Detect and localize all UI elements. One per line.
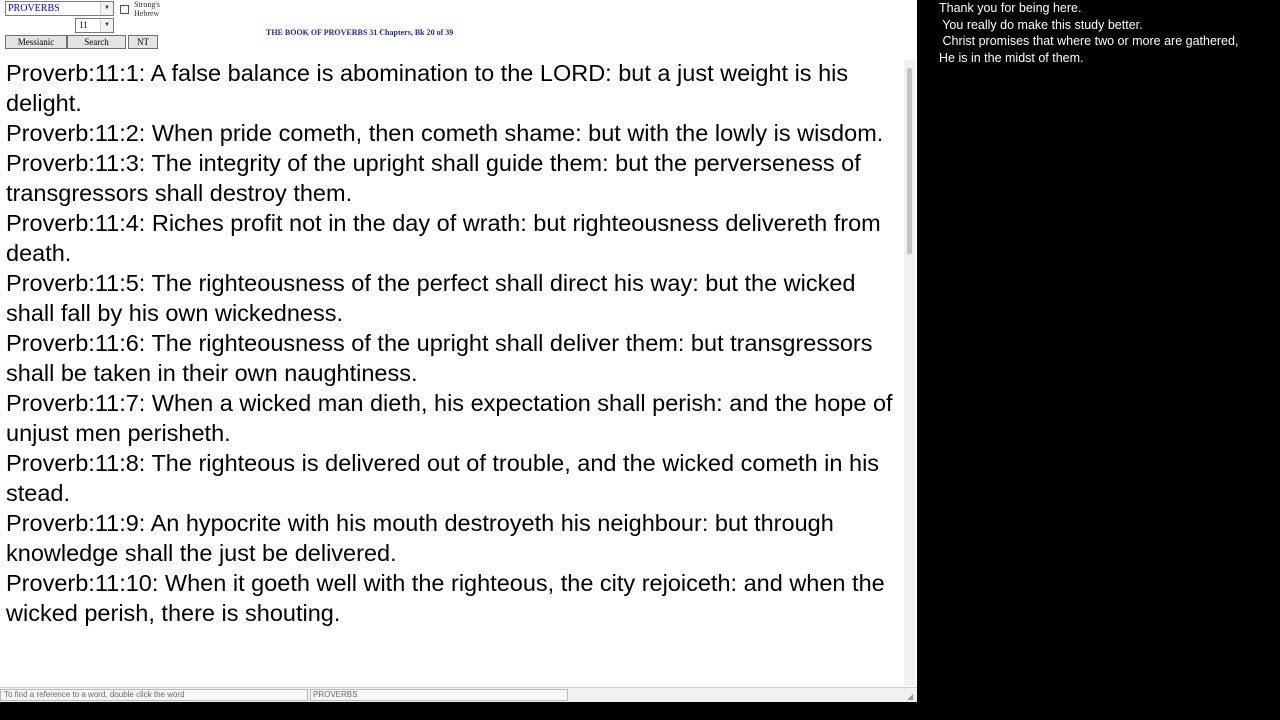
verse-item[interactable]: Proverb:11:4: Riches profit not in the day of wrath: but righteousness delivereth from death. (6, 210, 881, 266)
chapter-select-value: 11 (79, 20, 88, 30)
message-line: He is in the midst of them. (939, 50, 1084, 65)
verse-item[interactable]: Proverb:11:9: An hypocrite with his mouth destroyeth his neighbour: but through knowledge shall the just be delivered. (6, 510, 834, 566)
status-bar (0, 687, 917, 702)
welcome-message (939, 0, 1280, 66)
book-select[interactable] (5, 1, 114, 16)
vertical-scrollbar[interactable] (904, 60, 915, 686)
chevron-down-icon[interactable]: ▼ (100, 2, 113, 15)
message-line: Christ promises that where two or more are gathered, (939, 34, 1239, 48)
book-select-value: PROVERBS (8, 3, 60, 14)
verse-list (6, 58, 906, 628)
book-title: THE BOOK OF PROVERBS 31 Chapters, Bk 20 of 39 (266, 28, 454, 37)
message-line: Thank you for being here. (939, 1, 1082, 15)
verse-item[interactable]: Proverb:11:6: The righteousness of the upright shall deliver them: but transgressors shall be taken in their own naughtiness. (6, 330, 873, 386)
strongs-hebrew-label: Strong's Hebrew (134, 0, 160, 18)
chapter-select[interactable] (75, 18, 114, 33)
resize-grip-icon[interactable]: ◢ (907, 692, 914, 701)
status-book: PROVERBS (310, 689, 568, 701)
search-button[interactable]: Search (67, 35, 126, 49)
nt-button[interactable]: NT (128, 35, 158, 49)
strongs-hebrew-checkbox[interactable] (120, 5, 129, 14)
chevron-down-icon[interactable]: ▼ (100, 19, 113, 32)
verse-item[interactable]: Proverb:11:8: The righteous is delivered out of trouble, and the wicked cometh in his stead. (6, 450, 880, 506)
scrollbar-thumb[interactable] (907, 68, 912, 254)
verse-item[interactable]: Proverb:11:5: The righteousness of the perfect shall direct his way: but the wicked shall fall by his own wickedness. (6, 270, 856, 326)
verse-item[interactable]: Proverb:11:1: A false balance is abomination to the LORD: but a just weight is his delight. (6, 60, 849, 116)
verse-item[interactable]: Proverb:11:2: When pride cometh, then cometh shame: but with the lowly is wisdom. (6, 120, 884, 146)
verse-item[interactable]: Proverb:11:7: When a wicked man dieth, his expectation shall perish: and the hope of unjust men perisheth. (6, 390, 893, 446)
message-line: You really do make this study better. (939, 17, 1143, 32)
messianic-button[interactable]: Messianic (5, 35, 67, 49)
verse-item[interactable]: Proverb:11:3: The integrity of the upright shall guide them: but the perverseness of transgressors shall destroy them. (6, 150, 861, 206)
status-hint: To find a reference to a word, double click the word (0, 689, 308, 701)
verse-item[interactable]: Proverb:11:10: When it goeth well with the righteous, the city rejoiceth: and when the wicked perish, there is shouting. (6, 570, 885, 626)
